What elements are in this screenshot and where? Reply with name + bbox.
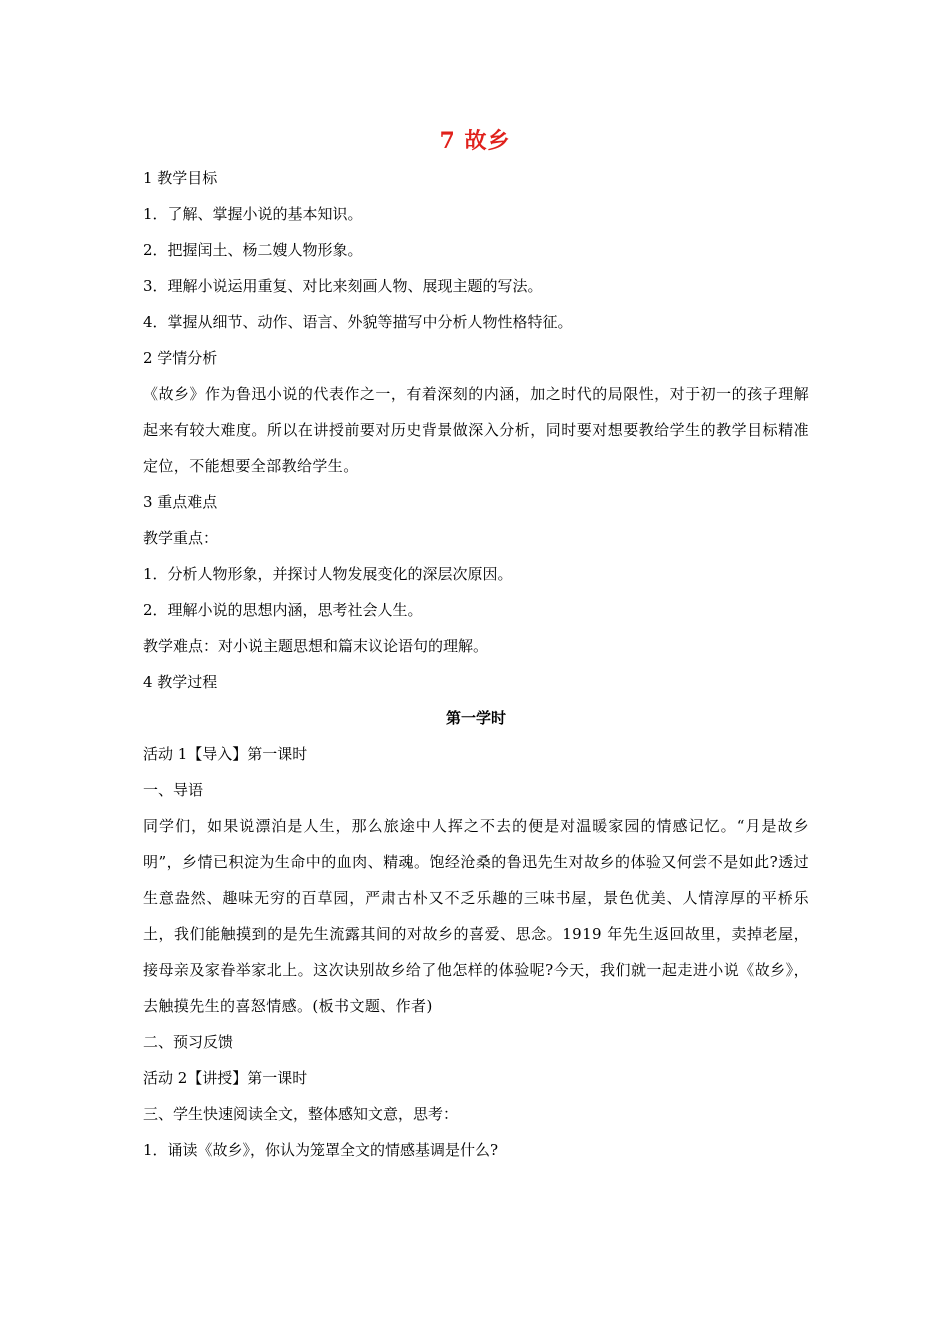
objective-item: 2．把握闰土、杨二嫂人物形象。 <box>143 241 363 259</box>
part-2-heading: 二、预习反馈 <box>143 1033 234 1051</box>
question-item: 1．诵读《故乡》，你认为笼罩全文的情感基调是什么? <box>143 1141 499 1159</box>
document-body <box>143 160 809 1168</box>
analysis-paragraph: 《故乡》作为鲁迅小说的代表作之一，有着深刻的内涵，加之时代的局限性，对于初一的孩子理解起来有较大难度。所以在讲授前要对历史背景做深入分析，同时要对想要教给学生的教学目标精准定位，不能想要全部教给学生。 <box>143 385 809 475</box>
activity-1-heading: 活动 1【导入】第一课时 <box>143 745 308 763</box>
section-heading-objectives: 1 教学目标 <box>143 169 218 187</box>
part-3-heading: 三、学生快速阅读全文，整体感知文意，思考： <box>143 1105 459 1123</box>
difficulty-line: 教学难点：对小说主题思想和篇末议论语句的理解。 <box>143 637 489 655</box>
key-points-label: 教学重点： <box>143 529 219 547</box>
objective-item: 4．掌握从细节、动作、语言、外貌等描写中分析人物性格特征。 <box>143 313 573 331</box>
document-title: 7 故乡 <box>439 128 511 154</box>
objective-item: 3．理解小说运用重复、对比来刻画人物、展现主题的写法。 <box>143 277 543 295</box>
intro-paragraph: 同学们，如果说漂泊是人生，那么旅途中人挥之不去的便是对温暖家园的情感记忆。“月是故乡明”，乡情已积淀为生命中的血肉、精魂。饱经沧桑的鲁迅先生对故乡的体验又何尝不是如此?透过生意盎然、趣味无穷的百草园，严肃古朴又不乏乐趣的三味书屋，景色优美、人情淳厚的平桥乐土，我们能触摸到的是先生流露其间的对故乡的喜爱、思念。1919 年先生返回故里，卖掉老屋，接母亲及家眷举家北上。这次诀别故乡给了他怎样的体验呢?今天，我们就一起走进小说《故乡》，去触摸先生的喜怒情感。(板书文题、作者) <box>143 817 809 1015</box>
period-heading: 第一学时 <box>445 709 506 727</box>
part-1-heading: 一、导语 <box>143 781 204 799</box>
key-point-item: 1．分析人物形象，并探讨人物发展变化的深层次原因。 <box>143 565 513 583</box>
section-heading-analysis: 2 学情分析 <box>143 349 218 367</box>
activity-2-heading: 活动 2【讲授】第一课时 <box>143 1069 308 1087</box>
section-heading-key-points: 3 重点难点 <box>143 493 218 511</box>
key-point-item: 2．理解小说的思想内涵，思考社会人生。 <box>143 601 423 619</box>
objective-item: 1．了解、掌握小说的基本知识。 <box>143 205 363 223</box>
section-heading-process: 4 教学过程 <box>143 673 218 691</box>
